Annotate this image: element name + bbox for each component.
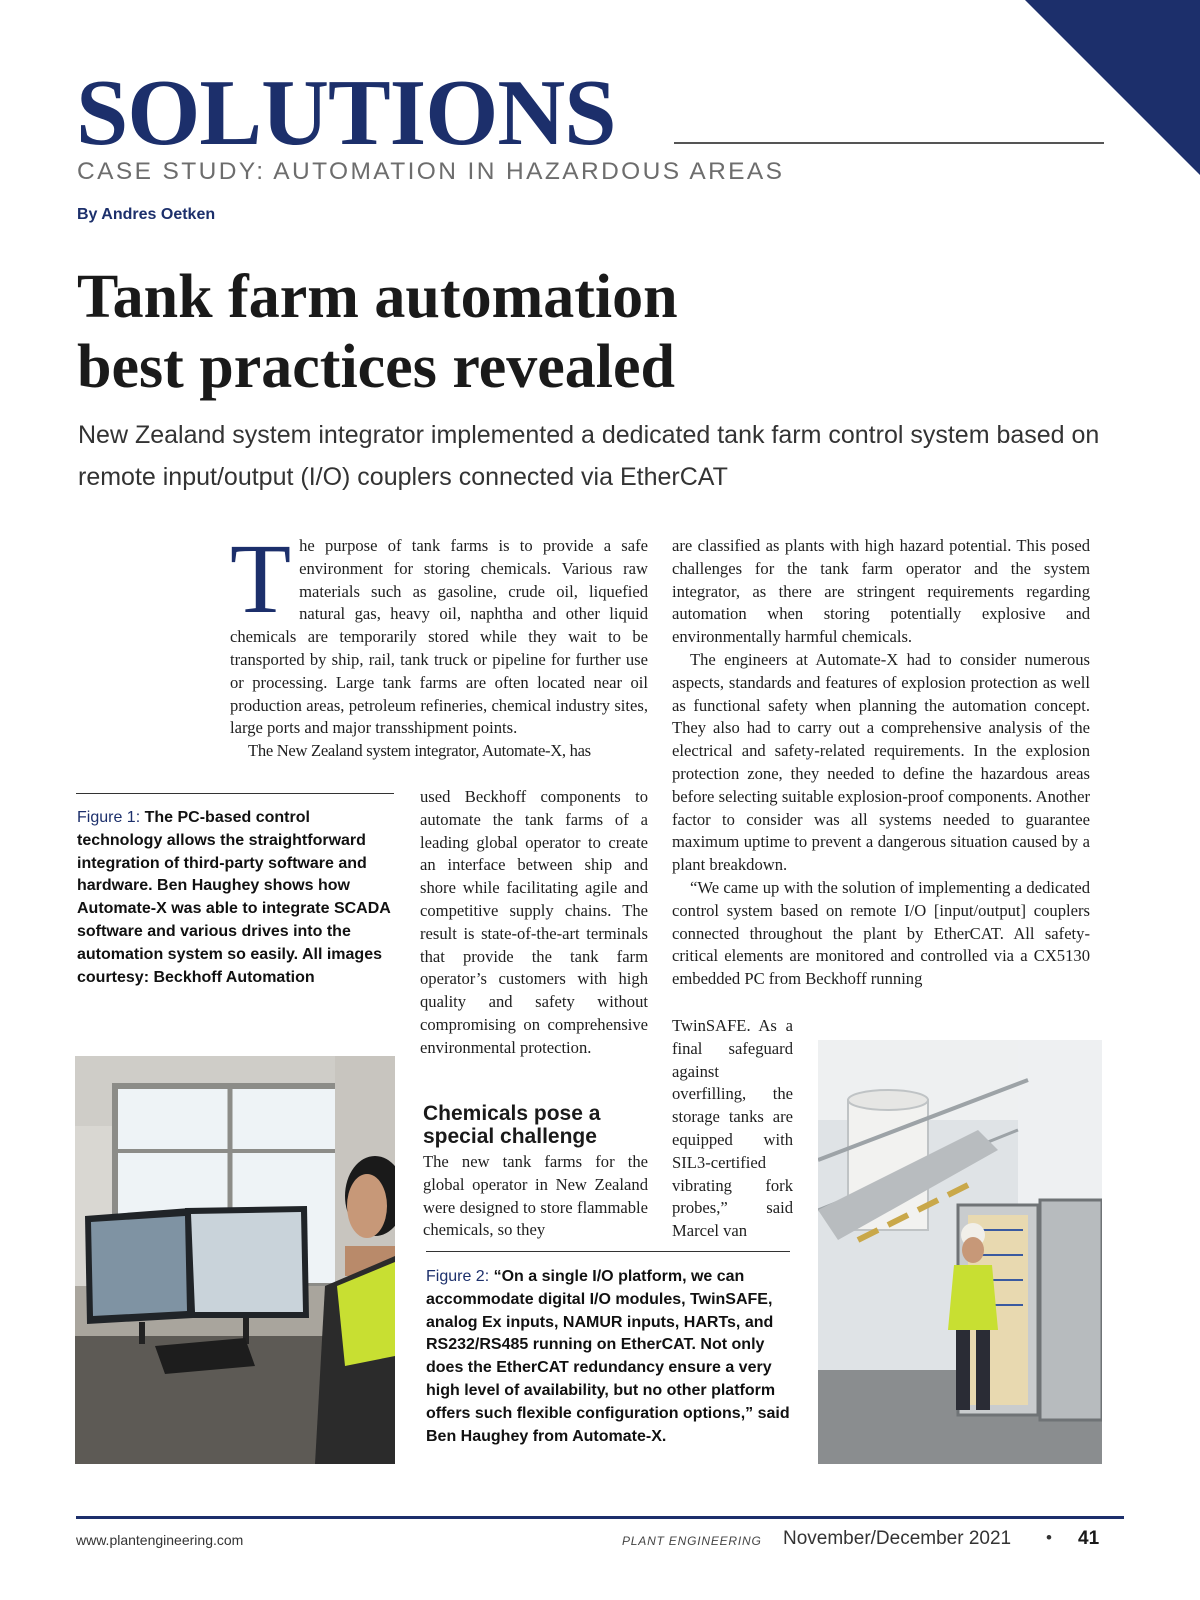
corner-triangle [1025, 0, 1200, 175]
tank-farm-photo-illustration [818, 1040, 1102, 1464]
footer-bullet: • [1046, 1528, 1052, 1547]
byline: By Andres Oetken [77, 206, 216, 223]
figure-2-label: Figure 2: [426, 1268, 490, 1285]
figure-1-caption [77, 807, 397, 989]
body-paragraph: used Beckhoff components to automate the tank farms of a leading global operator to create an interface between ship and shore while facilitating agile and competitive supply chains. The result is state-of-the-art terminals that provide the tank farm operator’s customers with high quality and safety without compromising on comprehensive environmental protection. [420, 787, 648, 1057]
header-rule [674, 142, 1104, 144]
body-column-1-bottom [423, 1151, 648, 1242]
body-paragraph: The New Zealand system integrator, Automate-X, has [248, 741, 591, 761]
body-column-2-narrow [672, 1015, 793, 1243]
headline [77, 262, 977, 402]
body-column-1-top [230, 523, 648, 763]
subhead: Chemicals pose a special challenge [423, 1102, 601, 1148]
figure-2-photo [818, 1040, 1102, 1464]
body-paragraph: TwinSAFE. As a final safeguard against overfilling, the storage tanks are equipped with SIL3-certified vibrating fork probes,” said Marcel van [672, 1016, 793, 1241]
deck: New Zealand system integrator implemented a dedicated tank farm control system based on remote input/output (I/O) couplers connected via EtherCAT [78, 421, 1100, 491]
page-number: 41 [1078, 1528, 1100, 1549]
figure-1-text: The PC-based control technology allows the straightforward integration of third-party software and hardware. Ben Haughey shows how Automate-X was able to integrate SCADA software and various drives into the automation system so easily. All images courtesy: Beckhoff Automation [77, 809, 391, 986]
figure-1-photo [75, 1056, 395, 1464]
footer-rule [76, 1516, 1124, 1519]
body-column-1-lower [420, 786, 648, 1060]
body-paragraph: he purpose of tank farms is to provide a safe environment for storing chemicals. Various raw materials such as gasoline, crude oil, liquefied natural gas, heavy oil, naphtha and other liquid chemicals are temporarily stored while they wait to be transported by ship, rail, tank truck or pipeline for further use or processing. Large tank farms are often located near oil production areas, petroleum refineries, chemical industry sites, large ports and major transshipment points. [230, 536, 648, 738]
headline-line-1: Tank farm automation [77, 263, 678, 331]
caption-rule [76, 793, 394, 794]
figure-1-label: Figure 1: [77, 809, 141, 826]
footer-publication: PLANT ENGINEERING [622, 1534, 762, 1548]
headline-line-2: best practices revealed [77, 333, 675, 401]
figure-2-caption [426, 1266, 794, 1448]
body-column-2 [672, 535, 1090, 991]
body-paragraph: “We came up with the solution of implementing a dedicated control system based on remote I/O [input/output] couplers connected throughout the plant by EtherCAT. All safety-critical elements are monitored and controlled via a CX5130 embedded PC from Beckhoff running [672, 877, 1090, 989]
office-photo-illustration [75, 1056, 395, 1464]
body-paragraph: are classified as plants with high hazard potential. This posed challenges for the tank farm operator and the system integrator, as there are stringent requirements regarding automation when storing potentially explosive and environmentally harmful chemicals. [672, 536, 1090, 647]
body-paragraph: The engineers at Automate-X had to consider numerous aspects, standards and features of explosion protection as well as functional safety when planning the automation concept. They also had to carry out a comprehensive analysis of the electrical and safety-related requirements. In the explosion protection zone, they needed to define the hazardous areas before selecting suitable explosion-proof components. Another factor to consider was all systems needed to guarantee maximum uptime to prevent a dangerous situation caused by a plant breakdown. [672, 649, 1090, 875]
footer-issue: November/December 2021 [783, 1528, 1012, 1549]
figure-2-text: “On a single I/O platform, we can accommodate digital I/O modules, TwinSAFE, analog Ex inputs, NAMUR inputs, HARTs, and RS232/RS485 running on EtherCAT. Not only does the EtherCAT redundancy ensure a very high level of availability, but no other platform offers such flexible configuration options,” said Ben Haughey from Automate-X. [426, 1268, 790, 1445]
section-subtitle: CASE STUDY: AUTOMATION IN HAZARDOUS AREAS [77, 158, 785, 185]
section-title: SOLUTIONS [76, 61, 616, 165]
body-paragraph: The new tank farms for the global operator in New Zealand were designed to store flammable chemicals, so they [423, 1152, 648, 1240]
footer-url-link[interactable]: www.plantengineering.com [76, 1532, 244, 1548]
drop-cap: T [230, 523, 292, 634]
caption-rule [426, 1251, 790, 1252]
